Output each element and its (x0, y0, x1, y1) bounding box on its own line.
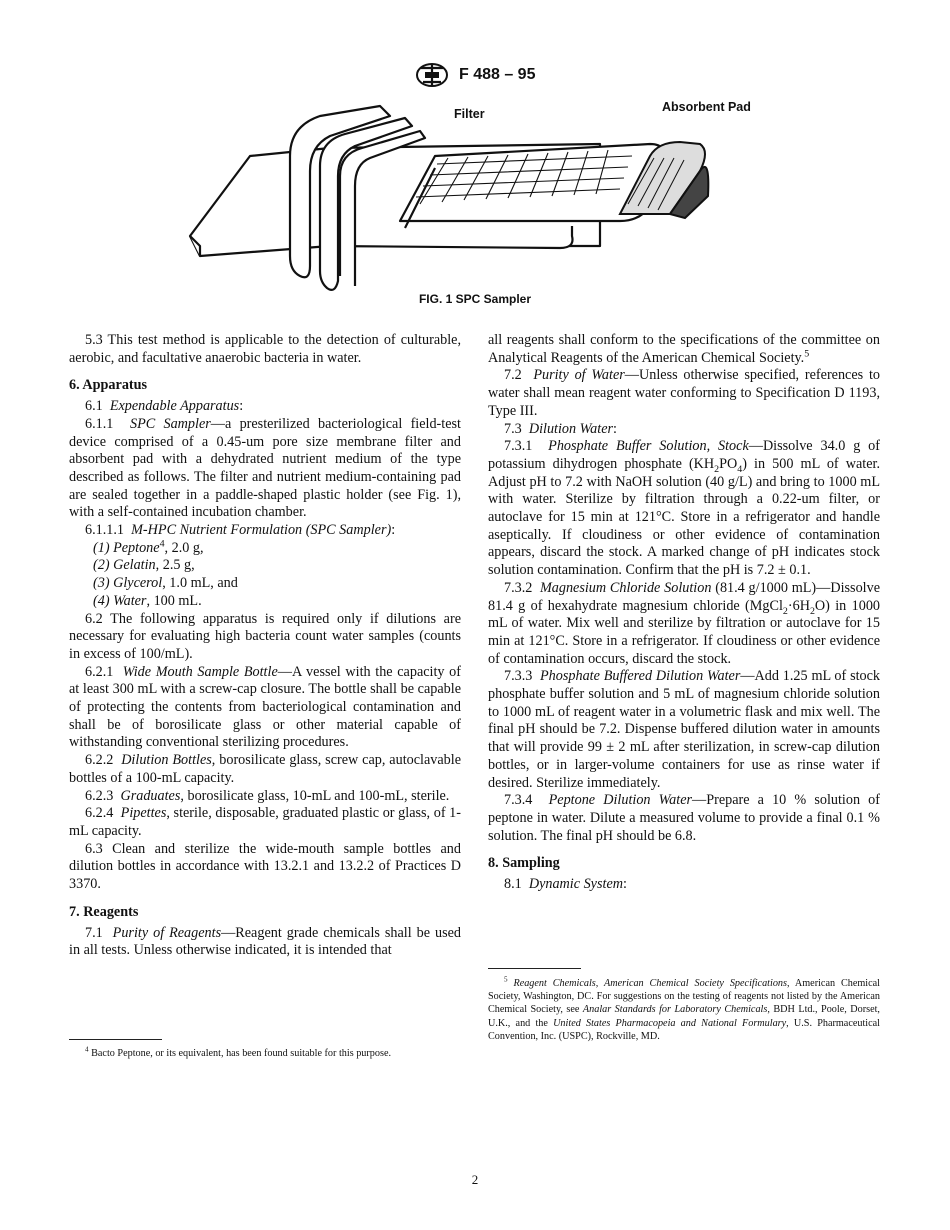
heading-apparatus: 6. Apparatus (69, 377, 148, 394)
section-6-2-4: 6.2.4 Pipettes, sterile, disposable, graduated plastic or glass, of 1-mL capacity. (69, 805, 462, 839)
section-7-3-2: 7.3.2 Magnesium Chloride Solution (81.4 g/1000 mL)—Dissolve 81.4 g of hexahydrate magnesium chloride $(MgCl_2\cdot 6H_2O)$ in 1000 mL of water. Mix well and sterilize by filtration or autoclave for 15 min at 121°C. Store in a refrigerator. If cloudiness or other evidence of contamination occurs, discard the stock. (488, 579, 881, 667)
heading-sampling: 8. Sampling (488, 855, 560, 872)
formulation-item-4: (4) Water, 100 mL. (93, 592, 202, 609)
standard-designation: F 488 – 95 (458, 66, 536, 83)
section-6-2-1: 6.2.1 Wide Mouth Sample Bottle—A vessel with the capacity of at least 300 mL with a screw-cap closure. The bottle shall be capable of protecting the contents from bacteriological contamination and shall be of borosilicate glass or other material capable of withstanding conventional sterilizing procedures. (69, 663, 462, 751)
figure-label-filter: Filter (454, 107, 485, 121)
section-7-3-4: 7.3.4 Peptone Dilution Water—Prepare a 10 % solution of peptone in water. Dilute a measured volume to provide a final 0.1 % solution. The final pH should be 6.8. (488, 792, 881, 844)
footnote-divider-right (488, 968, 581, 969)
section-6-1-1: 6.1.1 SPC Sampler—a presterilized bacteriological field-test device comprised of a 0.45-um pore size membrane filter and absorbent pad with a dehydrated nutrient medium of the type described as follows. The filter and nutrient medium-containing pad are sealed together in a paddle-shaped plastic holder (see Fig. 1), with a self-contained incubation chamber. (69, 415, 461, 521)
section-6-2: 6.2 The following apparatus is required only if dilutions are necessary for evaluating high bacteria count water samples (counts in excess of 100/mL). (69, 610, 461, 662)
page-header (0, 62, 950, 88)
footnote-divider-left (69, 1039, 162, 1040)
figure-caption: FIG. 1 SPC Sampler (418, 292, 532, 306)
section-7-1: 7.1 Purity of Reagents—Reagent grade chemicals shall be used in all tests. Unless otherwise indicated, it is intended that (69, 924, 462, 959)
spc-sampler-figure (180, 96, 780, 296)
figure-label-absorbent-pad: Absorbent Pad (662, 100, 751, 114)
section-6-2-3: 6.2.3 Graduates, borosilicate glass, 10-mL and 100-mL, sterile. (85, 787, 450, 804)
section-5-3: 5.3 This test method is applicable to the detection of culturable, aerobic, and facultative anaerobic bacteria in water. (69, 332, 461, 366)
page-number: 2 (471, 1172, 479, 1187)
section-6-3: 6.3 Clean and sterilize the wide-mouth sample bottles and dilution bottles in accordance with 13.2.1 and 13.2.2 of Practices D 3370. (69, 840, 461, 893)
section-7-3-3: 7.3.3 Phosphate Buffered Dilution Water—Add 1.25 mL of stock phosphate buffer solution and 5 mL of magnesium chloride solution to 1000 mL of reagent water in a volumetric flask and mix well. The final pH should be 7.2. Dispense buffered dilution water in amounts that will provide 99 ± 2 mL after sterilization, in screw-cap dilution bottles, or in larger-volume containers for use as rinse water if desired. Sterilize immediately. (488, 668, 881, 791)
section-6-2-2: 6.2.2 Dilution Bottles, borosilicate glass, screw cap, autoclavable bottles of a 100-mL capacity. (69, 752, 461, 786)
footnote-4: $^4$ Bacto Peptone, or its equivalent, has been found suitable for this purpose. (85, 1045, 392, 1059)
formulation-item-1: (1) Peptone$^4$, 2.0 g, (93, 538, 204, 556)
footnote-5: $^5$ Reagent Chemicals, American Chemical Society Specifications, American Chemical Society, Washington, DC. For suggestions on the testing of reagents not listed by the American Chemical Society, see Analar Standards for Laboratory Chemicals, BDH Ltd., Poole, Dorset, U.K., and the United States Pharmacopeia and National Formulary, U.S. Pharmaceutical Convention, Inc. (USPC), Rockville, MD. (488, 975, 881, 1042)
section-7-2: 7.2 Purity of Water—Unless otherwise specified, references to water shall mean reagent water conforming to Specification D 1193, Type III. (488, 367, 881, 419)
left-column (69, 332, 461, 960)
section-6-1: 6.1 Expendable Apparatus: (85, 398, 244, 415)
formulation-item-2: (2) Gelatin, 2.5 g, (93, 557, 195, 574)
section-7-1-continued: all reagents shall conform to the specifications of the committee on Analytical Reagents of the American Chemical Society.$^5$ (488, 332, 880, 366)
right-column (488, 332, 880, 894)
section-7-3: 7.3 Dilution Water: (504, 420, 617, 437)
heading-reagents: 7. Reagents (69, 903, 139, 920)
section-7-3-1: 7.3.1 Phosphate Buffer Solution, Stock—Dissolve 34.0 g of potassium dihydrogen phosphate $(KH_2PO_4)$ in 500 mL of water. Adjust pH to 7.2 with NaOH solution (40 g/L) and bring to 1000 mL with water. Sterilize by filtration through a 0.22-um filter, or autoclave for 15 min at 121°C. Store in a refrigerator and handle aseptically. If cloudiness or other evidence of contamination appears, discard the stock. A marked change of pH indicates stock solution contamination. Confirm that the pH is 7.2 ± 0.1. (488, 438, 880, 579)
section-6-1-1-1: 6.1.1.1 M-HPC Nutrient Formulation (SPC Sampler): (85, 522, 396, 539)
section-8-1: 8.1 Dynamic System: (504, 876, 627, 893)
formulation-item-3: (3) Glycerol, 1.0 mL, and (93, 575, 238, 592)
astm-logo-icon (415, 62, 449, 88)
